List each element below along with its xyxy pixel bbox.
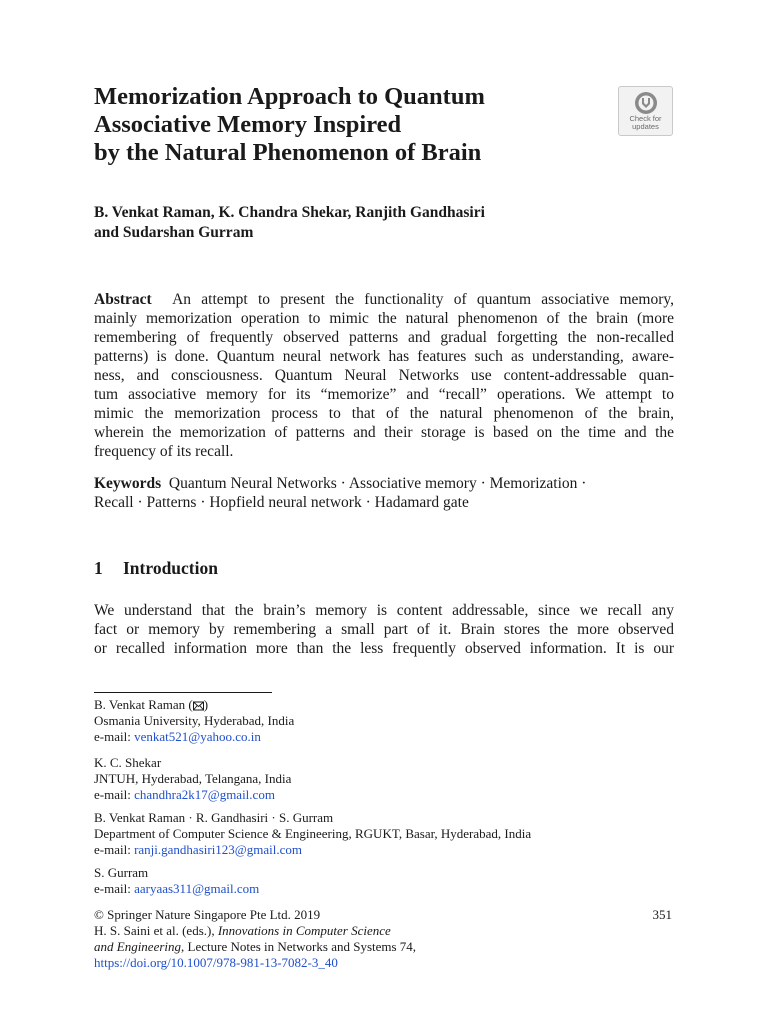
abstract-line: mimic the memorization process to that of the natural phenomenon of the brain,	[94, 405, 674, 422]
email-link[interactable]: ranji.gandhasiri123@gmail.com	[134, 842, 303, 857]
affiliation-institution: Osmania University, Hyderabad, India	[94, 713, 295, 728]
book-title: Innovations in Computer Science	[217, 923, 391, 938]
section-number: 1	[94, 558, 103, 578]
badge-label: updates	[632, 122, 659, 131]
email-label: e-mail:	[94, 881, 135, 896]
abstract-line: patterns) is done. Quantum neural network has features such as understanding, aware-	[94, 348, 674, 365]
check-for-updates-badge[interactable]	[618, 86, 673, 136]
body-line: fact or memory by remembering a small part of it. Brain stores the more observed	[94, 621, 674, 638]
author-line: B. Venkat Raman, K. Chandra Shekar, Ranjith Gandhasiri	[94, 204, 485, 221]
affiliation-block	[94, 697, 694, 745]
keywords-label: Keywords	[94, 475, 162, 492]
keywords-line	[94, 474, 674, 493]
author-name-suffix: )	[203, 697, 209, 712]
citation-line	[94, 939, 674, 955]
author-list	[94, 203, 694, 243]
copyright-notice: © Springer Nature Singapore Pte Ltd. 2019	[94, 907, 321, 922]
affiliation-email-line	[94, 842, 694, 858]
envelope-icon[interactable]	[193, 701, 204, 711]
affiliation-email-line	[94, 787, 694, 803]
citation-line	[94, 923, 674, 939]
abstract	[94, 290, 674, 461]
body-line: or recalled information more than the less frequently observed information. It is our	[94, 640, 674, 657]
abstract-text: An attempt to present the functionality of quantum associative memory,	[172, 291, 675, 308]
publication-footer	[94, 907, 674, 971]
doi-line	[94, 955, 674, 971]
abstract-line: remembering of frequently observed patterns and gradual forgetting the non-recalled	[94, 329, 674, 346]
book-title: and Engineering	[94, 939, 182, 954]
email-label: e-mail:	[94, 729, 135, 744]
title-line: Memorization Approach to Quantum	[94, 83, 485, 110]
affiliation-email-line	[94, 881, 694, 897]
abstract-line: frequency of its recall.	[94, 443, 234, 460]
affiliation-institution: Department of Computer Science & Engineering, RGUKT, Basar, Hyderabad, India	[94, 826, 532, 841]
affiliation-block	[94, 810, 694, 858]
affiliation-email-line	[94, 729, 694, 745]
affiliation-block	[94, 755, 694, 803]
keywords	[94, 474, 674, 512]
affiliation-block	[94, 865, 694, 897]
affiliation-name: S. Gurram	[94, 865, 149, 880]
section-title: Introduction	[123, 558, 218, 578]
abstract-line: wherein the memorization of patterns and their storage is based on the time and the	[94, 424, 674, 441]
editors: H. S. Saini et al. (eds.),	[94, 923, 218, 938]
email-link[interactable]: aaryaas311@gmail.com	[134, 881, 260, 896]
affiliation-institution: JNTUH, Hyderabad, Telangana, India	[94, 771, 292, 786]
abstract-line: tum associative memory for its “memorize” and “recall” operations. We attempt to	[94, 386, 674, 403]
keywords-line: Recall · Patterns · Hopfield neural network · Hadamard gate	[94, 494, 469, 511]
affiliation-name: K. C. Shekar	[94, 755, 162, 770]
section-heading	[94, 557, 218, 579]
abstract-label: Abstract	[94, 291, 152, 308]
introduction-body	[94, 601, 674, 658]
affiliation-name: B. Venkat Raman · R. Gandhasiri · S. Gurram	[94, 810, 334, 825]
affiliation-name	[94, 697, 694, 713]
paper-title	[94, 83, 594, 167]
footnote-divider	[94, 692, 272, 693]
author-line: and Sudarshan Gurram	[94, 224, 254, 241]
doi-link[interactable]: https://doi.org/10.1007/978-981-13-7082-3_40	[94, 955, 338, 970]
body-line: We understand that the brain’s memory is content addressable, since we recall any	[94, 602, 674, 619]
keywords-text: Quantum Neural Networks · Associative memory · Memorization ·	[168, 475, 587, 492]
author-name: B. Venkat Raman (	[94, 697, 193, 712]
email-link[interactable]: chandhra2k17@gmail.com	[134, 787, 275, 802]
email-label: e-mail:	[94, 842, 135, 857]
abstract-line	[94, 290, 674, 309]
page-number: 351	[652, 907, 672, 922]
abstract-line: ness, and consciousness. Quantum Neural Networks use content-addressable quan-	[94, 367, 674, 384]
series-info: , Lecture Notes in Networks and Systems 74,	[181, 939, 417, 954]
email-label: e-mail:	[94, 787, 135, 802]
title-line: Associative Memory Inspired	[94, 111, 402, 138]
title-line: by the Natural Phenomenon of Brain	[94, 139, 482, 166]
abstract-line: mainly memorization operation to mimic the natural phenomenon of the brain (more	[94, 310, 674, 327]
check-for-updates-icon	[634, 91, 658, 115]
badge-label: Check for	[629, 114, 662, 123]
email-link[interactable]: venkat521@yahoo.co.in	[134, 729, 261, 744]
